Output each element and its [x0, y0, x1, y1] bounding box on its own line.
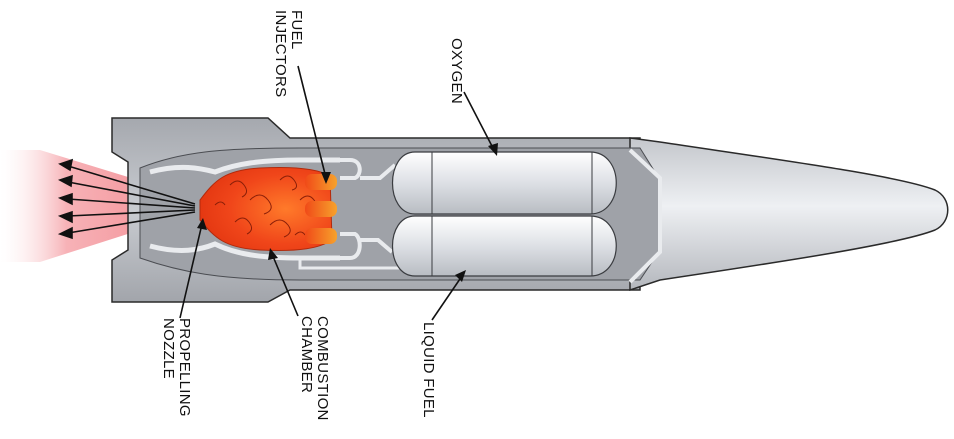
oxygen-label: [448, 38, 465, 104]
fuel-injector-heads: [305, 174, 337, 244]
propelling-nozzle-label: [160, 318, 193, 417]
fuel-injectors-label-line2: INJECTORS: [272, 10, 289, 98]
liquid-fuel-label: [420, 322, 437, 418]
fuel-injectors-label: [272, 10, 305, 97]
fuel-injectors-label-line1: FUEL: [288, 10, 305, 50]
oxygen-label-text: OXYGEN: [448, 38, 465, 104]
nose-cone: [630, 138, 948, 290]
liquid-fuel-tank: [393, 216, 617, 276]
liquid-fuel-label-text: LIQUID FUEL: [420, 322, 437, 418]
combustion-chamber-label-line1: COMBUSTION: [314, 316, 331, 421]
propelling-nozzle-label-line1: PROPELLING: [176, 318, 193, 417]
propelling-nozzle-label-line2: NOZZLE: [160, 318, 177, 379]
combustion-chamber-label: [298, 316, 331, 421]
oxygen-tank: [393, 152, 617, 214]
combustion-chamber-label-line2: CHAMBER: [298, 316, 315, 394]
